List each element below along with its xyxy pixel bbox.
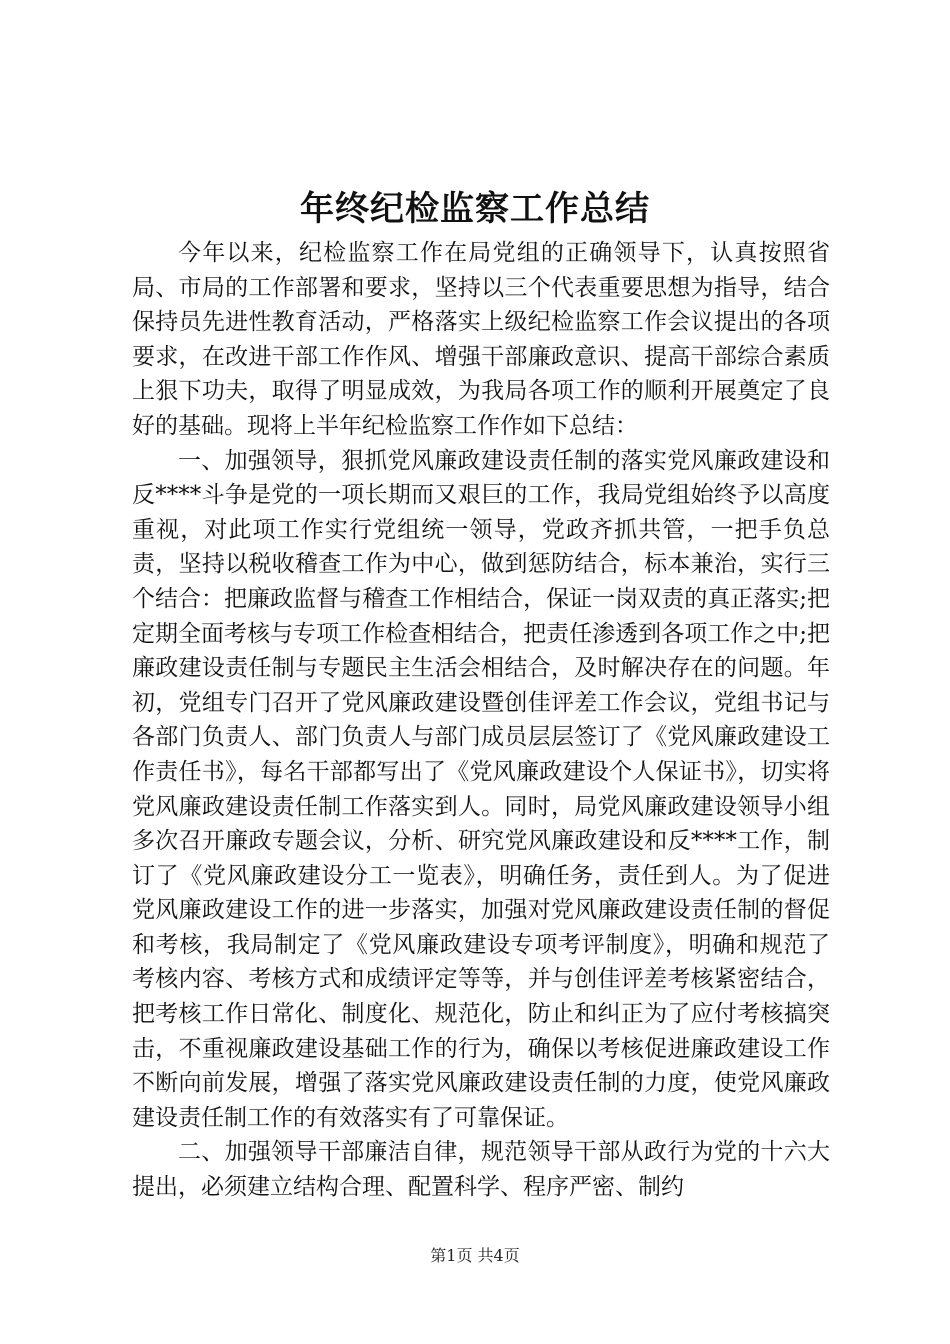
page-footer: 第1页 共4页 [430,1246,520,1265]
document-title: 年终纪检监察工作总结 [300,189,650,229]
paragraph-intro: 今年以来，纪检监察工作在局党组的正确领导下，认真按照省局、市局的工作部署和要求，坚持以三个代表重要思想为指导，结合保持员先进性教育活动，严格落实上级纪检监察工作会议提出的各项要求，在改进干部工作作风、增强干部廉政意识、提高干部综合素质上狠下功夫，取得了明显成效，为我局各项工作的顺利开展奠定了良好的基础。现将上半年纪检监察工作作如下总结： [132,240,830,439]
paragraph-section-1: 一、加强领导，狠抓党风廉政建设责任制的落实党风廉政建设和反****斗争是党的一项长期而又艰巨的工作，我局党组始终予以高度重视，对此项工作实行党组统一领导，党政齐抓共管，一把手负总责，坚持以税收稽查工作为中心，做到惩防结合，标本兼治，实行三个结合：把廉政监督与稽查工作相结合，保证一岗双责的真正落实;把定期全面考核与专项工作检查相结合，把责任渗透到各项工作之中;把廉政建设责任制与专题民主生活会相结合，及时解决存在的问题。年初，党组专门召开了党风廉政建设暨创佳评差工作会议，党组书记与各部门负责人、部门负责人与部门成员层层签订了《党风廉政建设工作责任书》，每名干部都写出了《党风廉政建设个人保证书》，切实将党风廉政建设责任制工作落实到人。同时，局党风廉政建设领导小组多次召开廉政专题会议，分析、研究党风廉政建设和反****工作，制订了《党风廉政建设分工一览表》，明确任务，责任到人。为了促进党风廉政建设工作的进一步落实，加强对党风廉政建设责任制的督促和考核，我局制定了《党风廉政建设专项考评制度》，明确和规范了考核内容、考核方式和成绩评定等等，并与创佳评差考核紧密结合，把考核工作日常化、制度化、规范化，防止和纠正为了应付考核搞突击，不重视廉政建设基础工作的行为，确保以考核促进廉政建设工作不断向前发展，增强了落实党风廉政建设责任制的力度，使党风廉政建设责任制工作的有效落实有了可靠保证。 [132,447,830,1131]
paragraph-section-2: 二、加强领导干部廉洁自律，规范领导干部从政行为党的十六大提出，必须建立结构合理、配置科学、程序严密、制约 [132,1139,830,1201]
document-body [132,236,830,1205]
